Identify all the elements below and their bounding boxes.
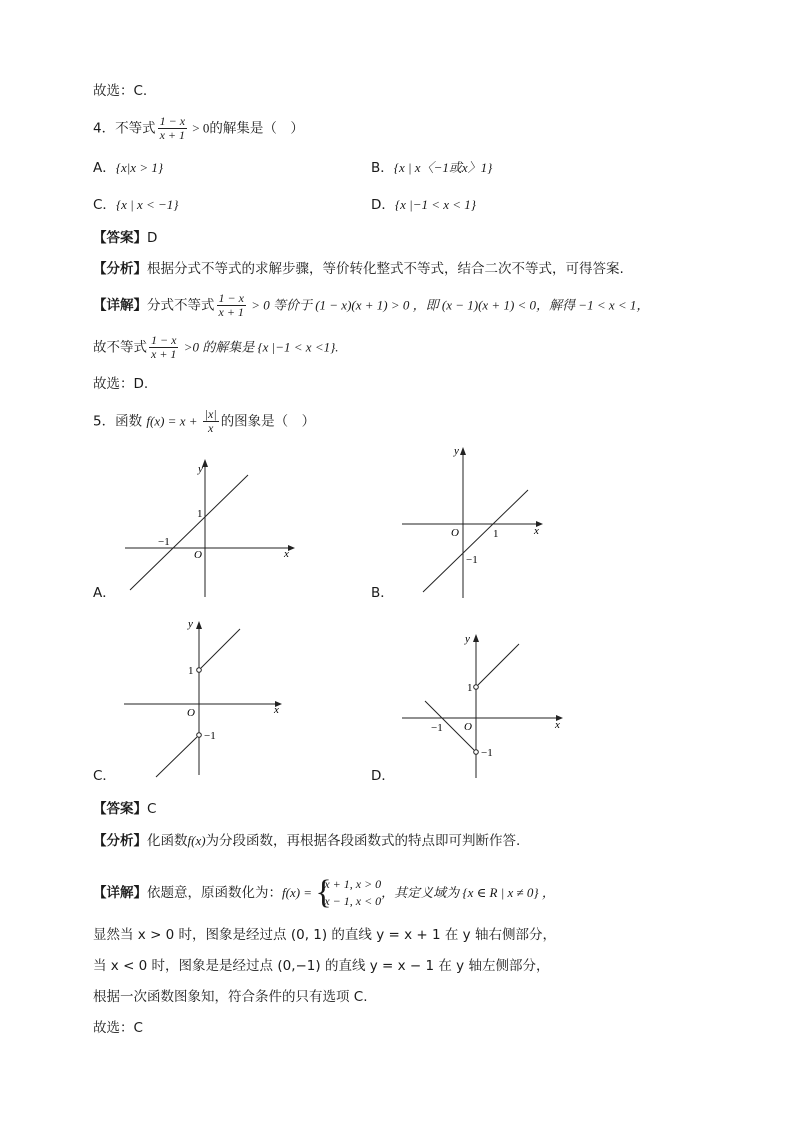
y-label: y	[188, 618, 193, 630]
y-axis-arrow	[196, 621, 202, 629]
option-text: {x | x < −1}	[115, 197, 179, 212]
answer-tag: 【答案】	[93, 801, 147, 817]
q4-fraction	[158, 115, 187, 142]
q4-detail-fraction-2	[149, 334, 178, 361]
detail-tag: 【详解】	[93, 297, 147, 314]
y-axis-arrow	[473, 634, 479, 642]
option-letter: A．	[93, 160, 116, 176]
intercept-label-1: 1	[197, 508, 203, 520]
graph-line	[423, 490, 528, 592]
q5-option-d-label: D．	[371, 768, 395, 784]
detail-math: >0 的解集是 {x |−1 < x <1}.	[180, 339, 339, 355]
q5-stem	[93, 408, 315, 435]
option-letter: B．	[371, 160, 394, 176]
analysis-text: 为分段函数，再根据各段函数式的特点即可判断作答.	[205, 833, 521, 849]
right-branch	[478, 644, 519, 685]
q5-func: f(x) = x +	[146, 413, 201, 429]
graph-b	[398, 440, 558, 605]
option-letter: D．	[371, 197, 395, 213]
x-label: x	[534, 525, 539, 537]
q4-detail-fraction	[217, 292, 246, 319]
origin-label: O	[194, 549, 202, 561]
y-label: y	[465, 633, 470, 645]
q4-rel: > 0	[189, 120, 210, 136]
intercept-label-neg1: −1	[204, 730, 216, 742]
frac-num: 1 − x	[218, 291, 244, 305]
analysis-func: f(x)	[187, 833, 206, 848]
graph-line	[130, 475, 248, 590]
q5-option-a-label: A．	[93, 585, 116, 601]
case-2: x − 1, x < 0	[324, 894, 382, 908]
q4-final-choice: 故选：D.	[93, 376, 149, 392]
open-point-1	[197, 668, 202, 673]
q4-frac-den: x + 1	[159, 128, 186, 142]
intercept-label-neg1: −1	[466, 554, 478, 566]
frac-den: x + 1	[218, 305, 244, 319]
q5-analysis	[93, 831, 520, 851]
answer-value: C	[147, 801, 157, 817]
open-point-1	[474, 685, 479, 690]
case-1: x + 1, x > 0	[324, 877, 382, 891]
q4-option-a	[93, 158, 163, 178]
origin-label: O	[187, 707, 195, 719]
q4-stem	[93, 115, 304, 142]
y-label: y	[198, 463, 203, 475]
q4-option-d	[371, 195, 476, 215]
q4-prefix: 4．不等式	[93, 120, 156, 137]
graph-a	[120, 455, 300, 605]
detail-text: 依题意，原函数化为：	[147, 885, 282, 901]
q4-answer	[93, 228, 157, 248]
q4-option-c	[93, 195, 179, 215]
intercept-label-neg1: −1	[158, 536, 170, 548]
left-branch	[156, 737, 197, 777]
q5-answer	[93, 799, 156, 819]
frac-den: x + 1	[151, 347, 177, 361]
intercept-label-1: 1	[467, 682, 473, 694]
detail-text: 分式不等式	[147, 297, 215, 314]
intercept-label-1: 1	[188, 665, 194, 677]
option-text: {x |−1 < x < 1}	[394, 197, 476, 212]
q5-fraction	[203, 408, 219, 435]
origin-label: O	[464, 721, 472, 733]
analysis-text: 根据分式不等式的求解步骤，等价转化整式不等式，结合二次不等式，可得答案.	[147, 261, 624, 277]
q4-detail-line2	[93, 334, 339, 361]
q5-detail-line1: 显然当 x > 0 时，图象是经过点 (0, 1) 的直线 y = x + 1 在 y 轴右侧部分，	[93, 927, 556, 943]
graph-c	[120, 615, 290, 780]
option-text: {x|x > 1}	[115, 160, 164, 175]
open-point-neg1	[197, 733, 202, 738]
y-axis-arrow	[202, 459, 208, 467]
analysis-tag: 【分析】	[93, 261, 147, 277]
intercept-label-neg1: −1	[481, 747, 493, 759]
q5-detail-line3: 根据一次函数图象知，符合条件的只有选项 C.	[93, 989, 368, 1005]
brace: {	[315, 874, 332, 911]
x-intercept-label-neg1: −1	[431, 722, 443, 734]
q5-detail-line2: 当 x < 0 时，图象是是经过点 (0,−1) 的直线 y = x − 1 在 y 轴左侧部分，	[93, 958, 550, 974]
origin-label: O	[451, 527, 459, 539]
x-label: x	[555, 719, 560, 731]
answer-value: D	[147, 230, 158, 246]
q5-prefix: 5．函数	[93, 413, 147, 430]
detail-domain: ，其定义域为 {x ∈ R | x ≠ 0} ，	[381, 885, 555, 900]
graph-d	[398, 630, 568, 780]
analysis-tag: 【分析】	[93, 833, 147, 849]
frac-num: |x|	[204, 407, 217, 421]
detail-func: f(x) =	[282, 885, 316, 900]
q4-analysis	[93, 259, 624, 279]
detail-text: 故不等式	[93, 339, 147, 356]
q5-option-c-label: C．	[93, 768, 116, 784]
right-branch	[201, 629, 240, 668]
open-point-neg1	[474, 750, 479, 755]
q4-option-b	[371, 158, 492, 178]
analysis-text: 化函数	[147, 833, 188, 849]
q4-detail-line1	[93, 292, 649, 319]
frac-den: x	[208, 421, 214, 435]
q5-suffix: 的图象是（ ）	[220, 413, 316, 430]
option-letter: C．	[93, 197, 116, 213]
piecewise-cases	[315, 876, 381, 910]
option-text: {x | x〈−1或x〉1}	[393, 160, 493, 175]
x-label: x	[274, 704, 279, 716]
q5-option-b-label: B．	[371, 585, 394, 601]
q4-suffix: 的解集是（ ）	[209, 120, 304, 137]
q3-final-choice: 故选：C.	[93, 83, 148, 99]
q5-detail	[93, 876, 555, 910]
x-label: x	[284, 548, 289, 560]
q5-final-choice: 故选：C	[93, 1020, 143, 1036]
intercept-label-1: 1	[493, 528, 499, 540]
x-axis-arrow	[288, 545, 295, 551]
q4-frac-num: 1 − x	[159, 114, 186, 128]
detail-math: > 0 等价于 (1 − x)(x + 1) > 0 ，即 (x − 1)(x + 1) < 0，解得 −1 < x < 1，	[247, 297, 650, 313]
y-axis-arrow	[460, 447, 466, 455]
answer-tag: 【答案】	[93, 230, 147, 246]
detail-tag: 【详解】	[93, 885, 147, 901]
frac-num: 1 − x	[151, 333, 177, 347]
y-label: y	[454, 445, 459, 457]
